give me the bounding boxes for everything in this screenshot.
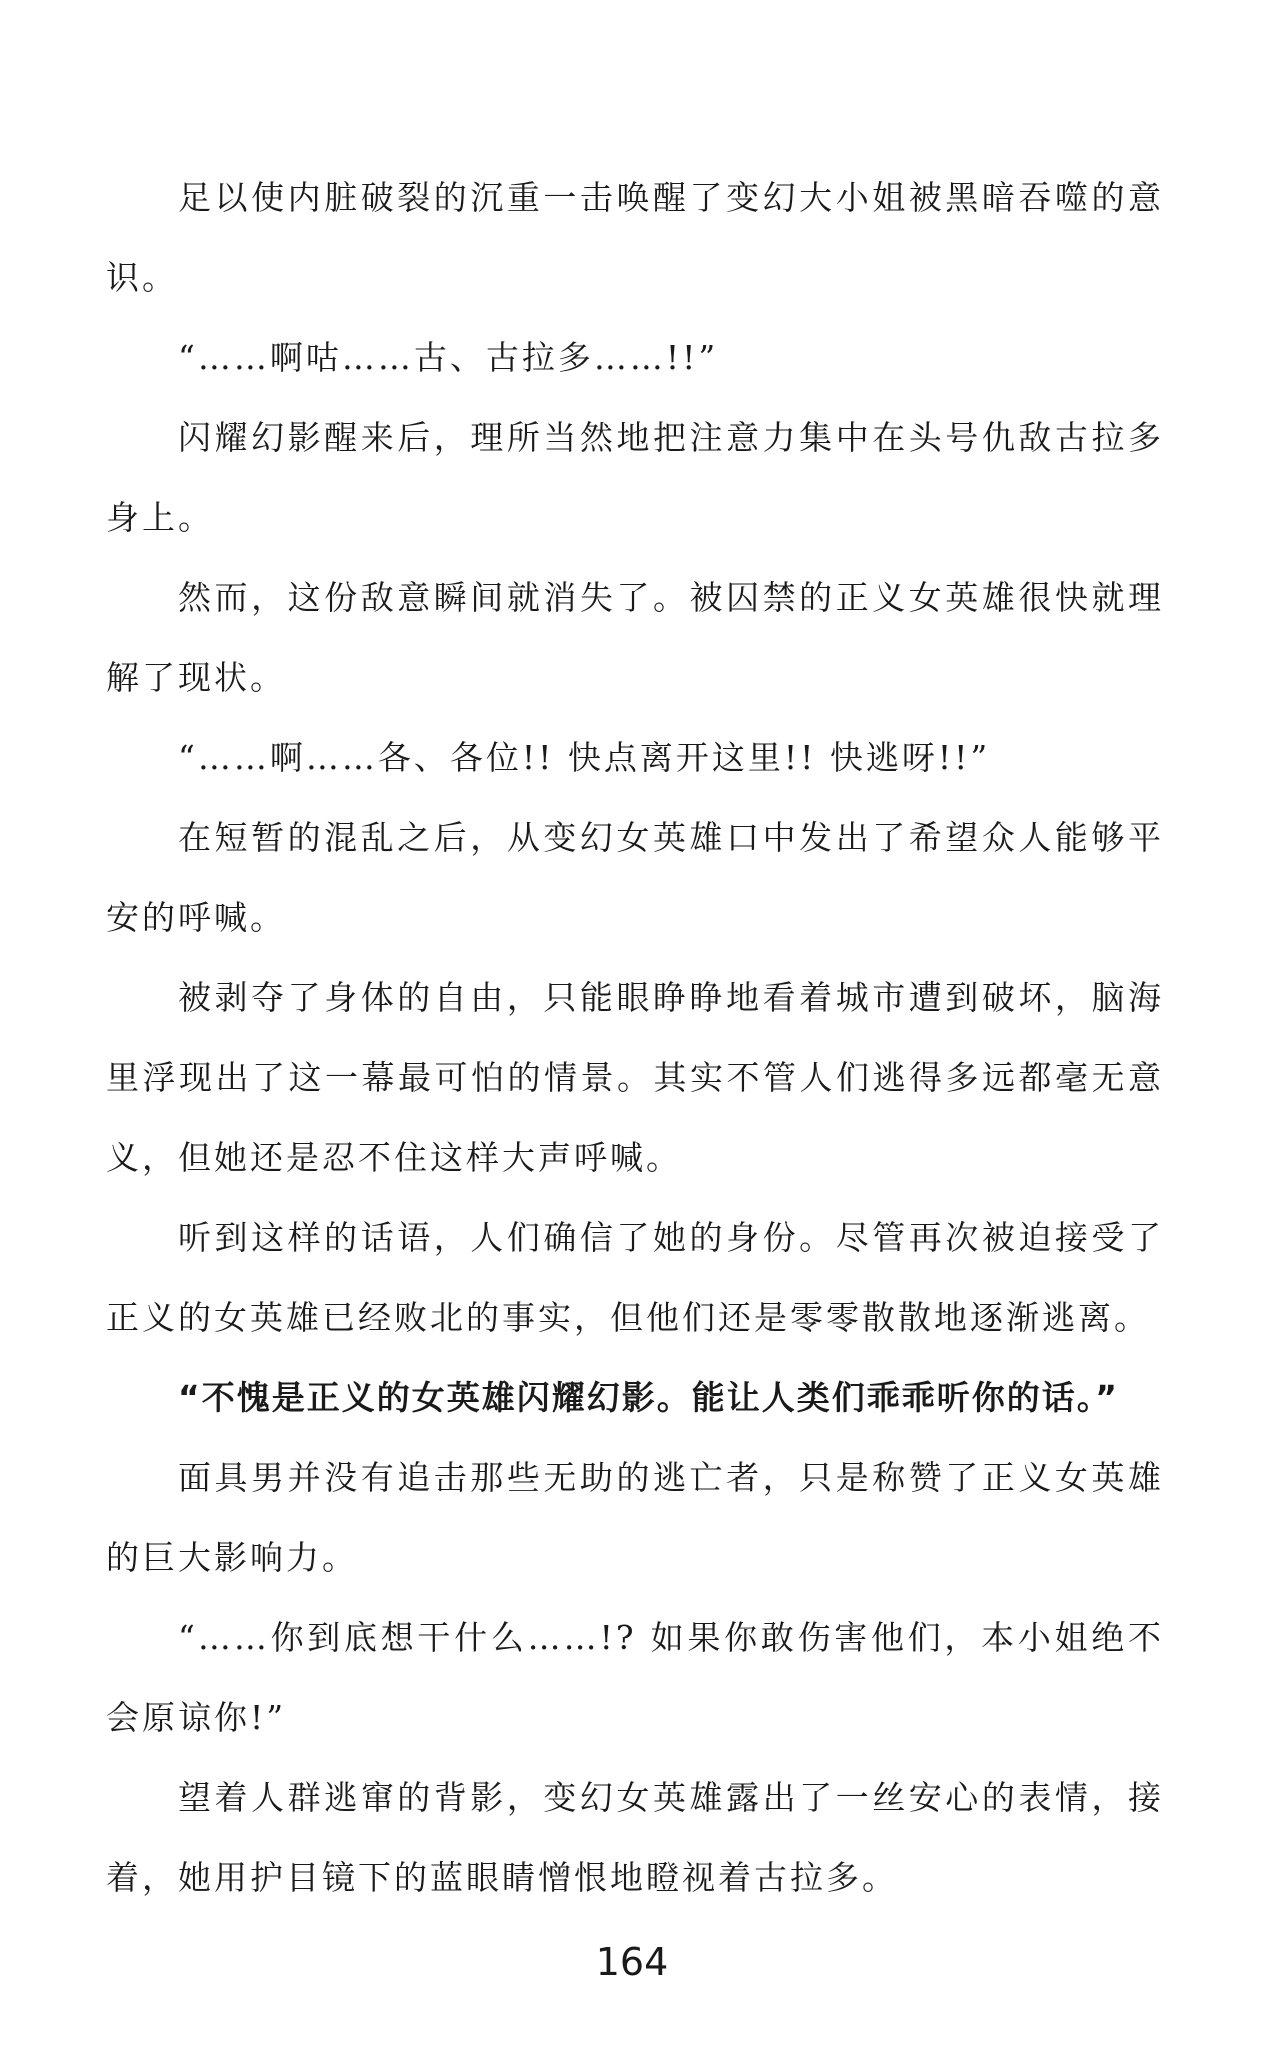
paragraph: 望着人群逃窜的背影，变幻女英雄露出了一丝安心的表情，接着，她用护目镜下的蓝眼睛憎恨地瞪视着古拉多。 (106, 1778, 1164, 1897)
paragraph-bold-quote: “不愧是正义的女英雄闪耀幻影。能让人类们乖乖听你的话。” (178, 1378, 1119, 1417)
body-text (106, 158, 1164, 1918)
paragraph: 足以使内脏破裂的沉重一击唤醒了变幻大小姐被黑暗吞噬的意识。 (106, 178, 1164, 297)
paragraph: 然而，这份敌意瞬间就消失了。被囚禁的正义女英雄很快就理解了现状。 (106, 578, 1164, 697)
paragraph: 面具男并没有追击那些无助的逃亡者，只是称赞了正义女英雄的巨大影响力。 (106, 1458, 1164, 1577)
paragraph: 闪耀幻影醒来后，理所当然地把注意力集中在头号仇敌古拉多身上。 (106, 418, 1164, 537)
paragraph: 听到这样的话语，人们确信了她的身份。尽管再次被迫接受了正义的女英雄已经败北的事实，但他们还是零零散散地逐渐逃离。 (106, 1218, 1164, 1337)
page-number: 164 (595, 1940, 669, 1984)
paragraph: 被剥夺了身体的自由，只能眼睁睁地看着城市遭到破坏，脑海里浮现出了这一幕最可怕的情景。其实不管人们逃得多远都毫无意义，但她还是忍不住这样大声呼喊。 (106, 978, 1164, 1177)
paragraph: 在短暂的混乱之后，从变幻女英雄口中发出了希望众人能够平安的呼喊。 (106, 818, 1164, 937)
paragraph: “……啊……各、各位!! 快点离开这里!! 快逃呀!!” (178, 738, 991, 777)
paragraph: “……啊咕……古、古拉多……!!” (178, 338, 719, 377)
paragraph: “……你到底想干什么……!? 如果你敢伤害他们，本小姐绝不会原谅你!” (106, 1618, 1164, 1737)
